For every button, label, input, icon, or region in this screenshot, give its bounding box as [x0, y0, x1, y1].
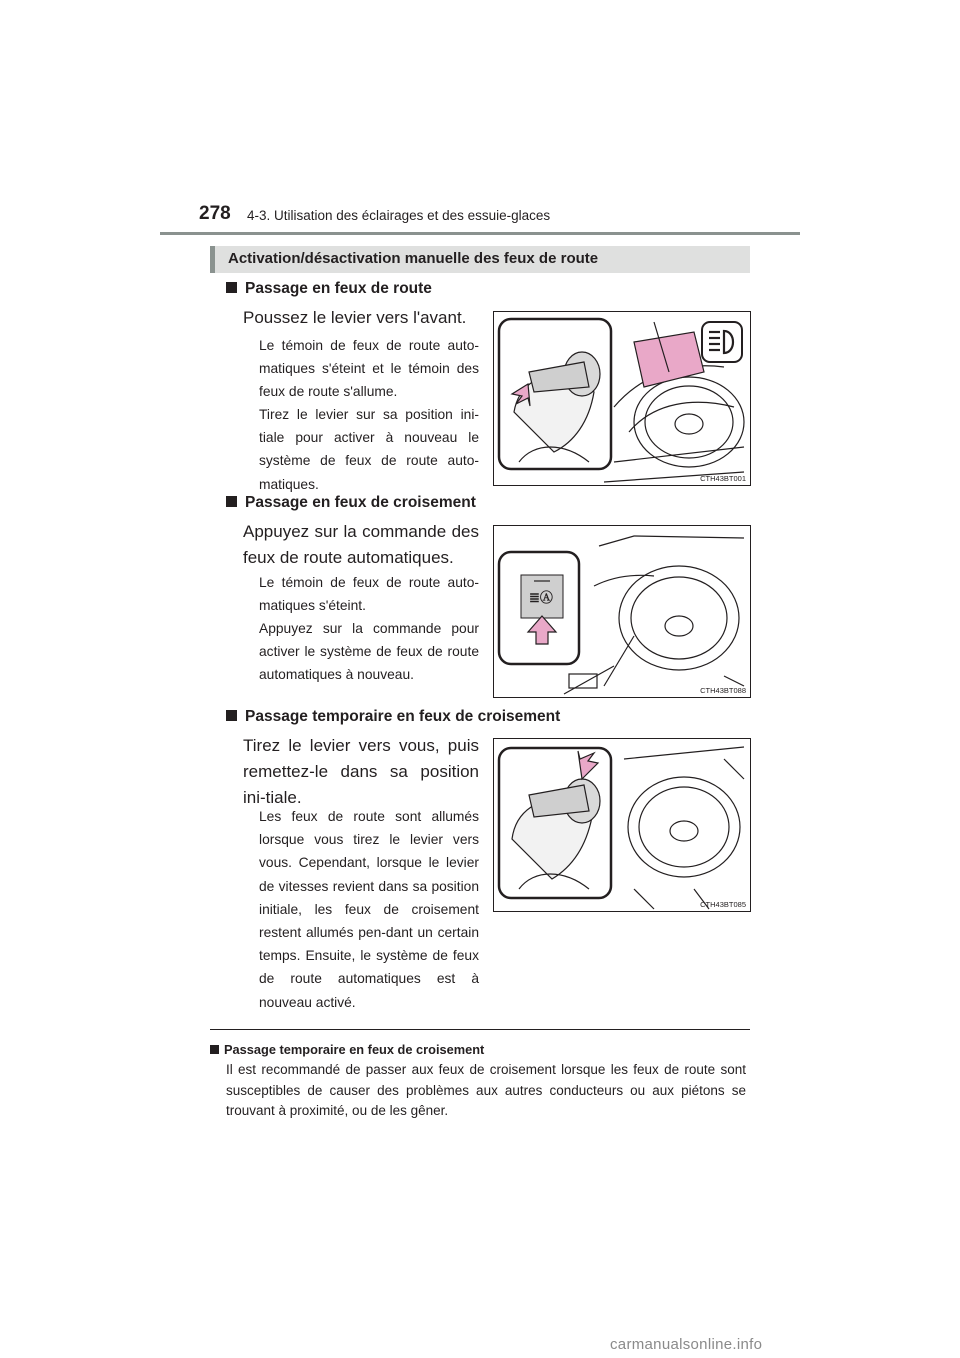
step-note: Les feux de route sont allumés lorsque vous tirez le levier vers vous. Cependant, lorsque le levier de vitesses revient dans sa position initiale, les feux de croisement restent allumés pen-dant un certain temps. Ensuite, le système de feux de route automatiques est à nouveau activé.: [259, 809, 479, 1010]
footnote-text: Il est recommandé de passer aux feux de croisement lorsque les feux de route sont susceptibles de causer des problèmes aux autres conducteurs ou aux piétons se trouvant à proximité, ou de les gêner.: [226, 1062, 746, 1118]
step-note: Le témoin de feux de route auto-matiques s'éteint et le témoin des feux de route s'allume.: [259, 338, 479, 400]
section-banner: [210, 246, 750, 273]
header-rule: [160, 232, 800, 235]
bullet-square-icon: [226, 710, 237, 721]
steering-illustration: [494, 312, 750, 485]
step-note: Tirez le levier sur sa position ini-tiale pour activer à nouveau le système de feux de route auto-matiques.: [259, 407, 479, 492]
section-heading-high-beam: Passage en feux de route: [226, 280, 432, 298]
watermark: carmanualsonline.info: [610, 1336, 763, 1353]
figure-code: CTH43BT085: [700, 900, 746, 909]
step-note: Le témoin de feux de route auto-matiques s'éteint.: [259, 575, 479, 614]
bullet-square-icon: [210, 1045, 219, 1054]
bullet-square-icon: [226, 282, 237, 293]
figure-code: CTH43BT001: [700, 474, 746, 483]
steering-illustration: [494, 739, 750, 911]
step-instruction: Poussez le levier vers l'avant.: [243, 308, 467, 327]
step-instruction: Appuyez sur la commande des feux de route automatiques.: [243, 522, 479, 567]
dashboard-illustration: [494, 526, 750, 697]
figure-lever-push: [493, 311, 751, 486]
figure-lever-pull: [493, 738, 751, 912]
page-number: 278: [199, 203, 231, 224]
figure-switch-press: [493, 525, 751, 698]
banner-title: Activation/désactivation manuelle des feux de route: [228, 250, 599, 267]
section-heading-low-beam: Passage en feux de croisement: [226, 494, 476, 512]
footnote-heading: Passage temporaire en feux de croisement: [210, 1042, 484, 1057]
step-note: Appuyez sur la commande pour activer le système de feux de route automatiques à nouveau.: [259, 621, 479, 683]
chapter-title: 4-3. Utilisation des éclairages et des essuie-glaces: [247, 208, 551, 223]
figure-code: CTH43BT088: [700, 686, 746, 695]
step-instruction: Tirez le levier vers vous, puis remettez-le dans sa position ini-tiale.: [243, 736, 479, 807]
section-heading-temporary-low-beam: Passage temporaire en feux de croisement: [226, 708, 560, 726]
footnote-rule: [210, 1029, 750, 1030]
svg-text:≣Ⓐ: ≣Ⓐ: [529, 590, 553, 605]
bullet-square-icon: [226, 496, 237, 507]
